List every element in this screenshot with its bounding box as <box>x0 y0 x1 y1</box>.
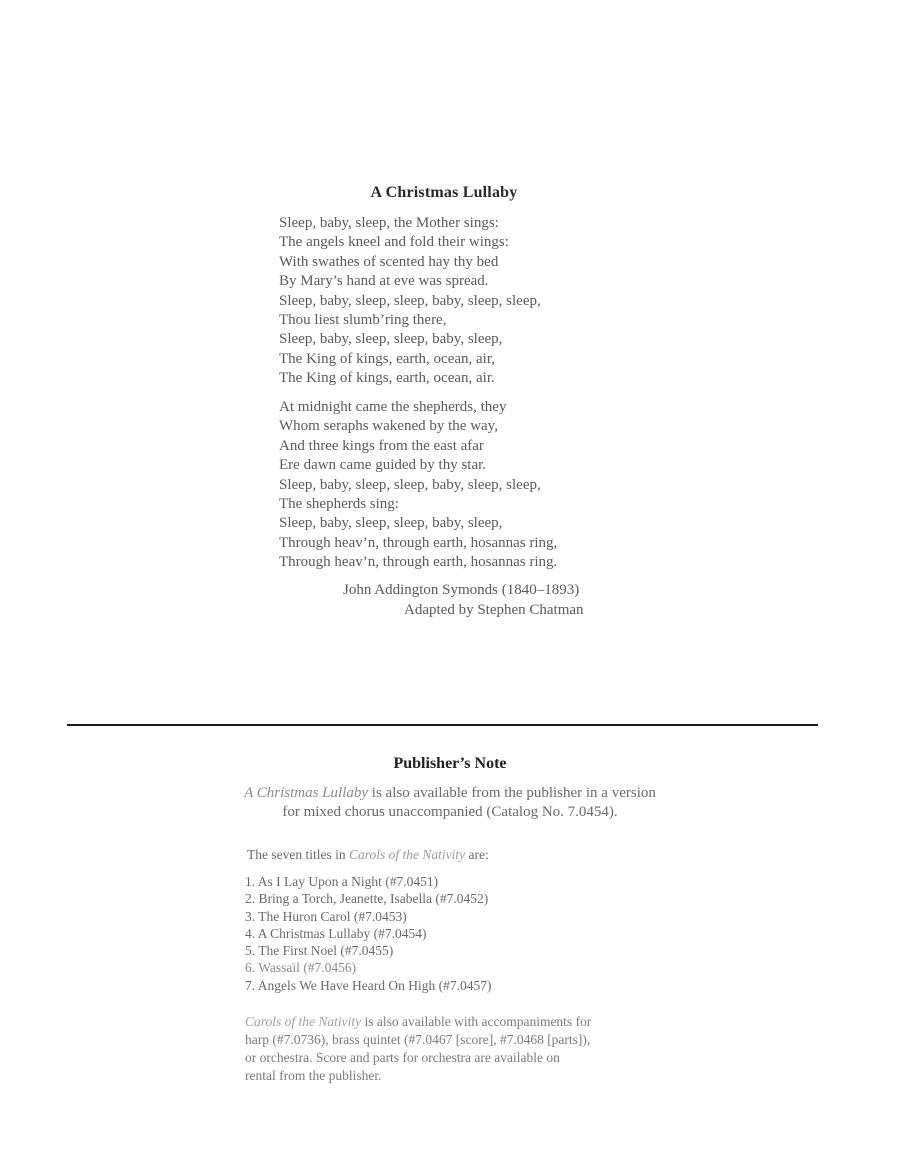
section-divider <box>67 724 818 726</box>
poem-line: Sleep, baby, sleep, sleep, baby, sleep, sleep, <box>279 476 541 493</box>
poem-line: The angels kneel and fold their wings: <box>279 234 509 251</box>
collection-title: Carols of the Nativity <box>348 847 466 862</box>
poem-line: The King of kings, earth, ocean, air, <box>279 350 495 367</box>
list-item: 2. Bring a Torch, Jeanette, Isabella (#7.0452) <box>245 891 489 907</box>
title-list <box>245 873 492 994</box>
poem-stanza-2 <box>279 398 557 573</box>
intro-text: The seven titles in <box>247 847 349 862</box>
accompaniment-note <box>245 1013 665 1085</box>
poem-line: The shepherds sing: <box>279 496 399 513</box>
intro-text: are: <box>465 847 489 862</box>
list-item: 3. The Huron Carol (#7.0453) <box>245 908 407 924</box>
poem-line: Sleep, baby, sleep, sleep, baby, sleep, <box>279 331 503 348</box>
availability-title: A Christmas Lullaby <box>244 785 369 801</box>
poem-line: Through heav’n, through earth, hosannas ring. <box>279 554 558 571</box>
poem-line: Through heav’n, through earth, hosannas ring, <box>279 534 558 551</box>
list-item: 1. As I Lay Upon a Night (#7.0451) <box>245 874 439 889</box>
poem-line: And three kings from the east afar <box>279 437 484 454</box>
accompaniment-text: harp (#7.0736), brass quintet (#7.0467 [score], #7.0468 [parts]), <box>245 1032 591 1047</box>
availability-text: is also available from the publisher in a version <box>368 785 656 801</box>
availability-note <box>150 784 750 822</box>
poem-line: By Mary’s hand at eve was spread. <box>279 273 489 290</box>
poem-author: John Addington Symonds (1840–1893) <box>343 582 580 598</box>
poem-adapter: Adapted by Stephen Chatman <box>404 602 584 618</box>
publishers-note-heading: Publisher’s Note <box>393 755 507 772</box>
accompaniment-text: or orchestra. Score and parts for orchestra are available on <box>245 1050 560 1065</box>
poem-title: A Christmas Lullaby <box>370 184 518 201</box>
poem-stanza-1 <box>279 214 541 389</box>
poem-line: Whom seraphs wakened by the way, <box>279 418 498 435</box>
titles-intro <box>247 847 489 863</box>
poem-line: Ere dawn came guided by thy star. <box>279 457 487 474</box>
list-item: 6. Wassail (#7.0456) <box>245 960 357 976</box>
poem-line: At midnight came the shepherds, they <box>279 399 507 415</box>
poem-line: With swathes of scented hay thy bed <box>279 253 499 270</box>
poem-line: The King of kings, earth, ocean, air. <box>279 370 495 387</box>
poem-line: Sleep, baby, sleep, the Mother sings: <box>279 215 499 231</box>
list-item: 4. A Christmas Lullaby (#7.0454) <box>245 925 427 941</box>
poem-line: Sleep, baby, sleep, sleep, baby, sleep, sleep, <box>279 292 541 309</box>
poem-line: Sleep, baby, sleep, sleep, baby, sleep, <box>279 515 503 532</box>
poem-line: Thou liest slumb’ring there, <box>279 312 447 329</box>
list-item: 5. The First Noel (#7.0455) <box>245 943 394 959</box>
accompaniment-text: is also available with accompaniments for <box>361 1014 592 1029</box>
list-item: 7. Angels We Have Heard On High (#7.0457) <box>245 977 492 993</box>
availability-text: for mixed chorus unaccompanied (Catalog No. 7.0454). <box>282 804 618 820</box>
accompaniment-text: rental from the publisher. <box>245 1068 382 1083</box>
collection-title: Carols of the Nativity <box>245 1014 362 1029</box>
